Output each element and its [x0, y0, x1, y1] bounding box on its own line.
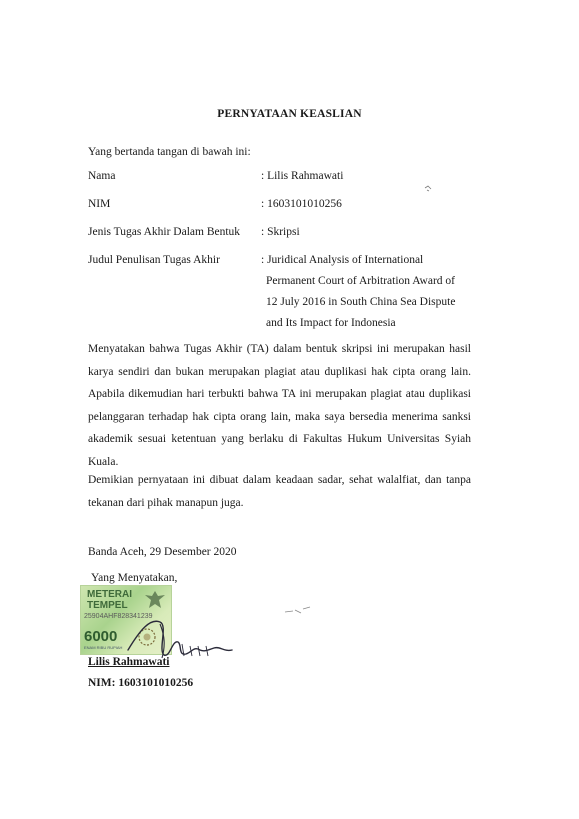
- signer-name: Lilis Rahmawati: [88, 656, 170, 668]
- field-label-title: Judul Penulisan Tugas Akhir: [88, 254, 220, 266]
- field-label-name: Nama: [88, 170, 116, 182]
- stamp-serial: 25904AHF828341239: [84, 613, 153, 620]
- intro-text: Yang bertanda tangan di bawah ini:: [88, 146, 251, 158]
- signoff-text: Yang Menyatakan,: [91, 572, 178, 584]
- stamp-line1: METERAI: [87, 589, 132, 600]
- statement-paragraph: Menyatakan bahwa Tugas Akhir (TA) dalam bentuk skripsi ini merupakan hasil karya sendiri dan bukan merupakan plagiat atau duplikasi hak cipta orang lain. Apabila dikemudian hari terbukti bahwa TA ini merupakan plagiat atau duplikasi pelanggaran terhadap hak cipta orang lain, maka saya bersedia menerima sanksi akademik sesuai ketentuan yang berlaku di Fakultas Hukum Universitas Syiah Kuala.: [88, 343, 471, 468]
- stamp-amount: 6000: [84, 628, 118, 645]
- field-value-title-line: Permanent Court of Arbitration Award of: [266, 275, 455, 287]
- field-value-title-line: : Juridical Analysis of International: [261, 254, 424, 266]
- field-value-nim: : 1603101010256: [261, 198, 342, 210]
- place-date: Banda Aceh, 29 Desember 2020: [88, 546, 237, 558]
- scan-mark-icon: [423, 183, 433, 193]
- field-label-nim: NIM: [88, 198, 111, 210]
- field-value-title-line: and Its Impact for Indonesia: [266, 317, 396, 329]
- document-title: PERNYATAAN KEASLIAN: [217, 108, 362, 120]
- field-value-name: : Lilis Rahmawati: [261, 170, 344, 182]
- stamp-line2: TEMPEL: [87, 600, 128, 611]
- closing-paragraph: Demikian pernyataan ini dibuat dalam keadaan sadar, sehat walalfiat, dan tanpa tekanan dari pihak manapun juga.: [88, 474, 471, 509]
- field-label-type: Jenis Tugas Akhir Dalam Bentuk: [88, 226, 241, 238]
- field-value-type: : Skripsi: [261, 226, 300, 238]
- scan-mark-icon: [283, 604, 313, 618]
- signer-nim: NIM: 1603101010256: [88, 677, 194, 689]
- stamp-caption: ENAM RIBU RUPIAH: [84, 645, 123, 650]
- field-value-title-line: 12 July 2016 in South China Sea Dispute: [266, 296, 456, 308]
